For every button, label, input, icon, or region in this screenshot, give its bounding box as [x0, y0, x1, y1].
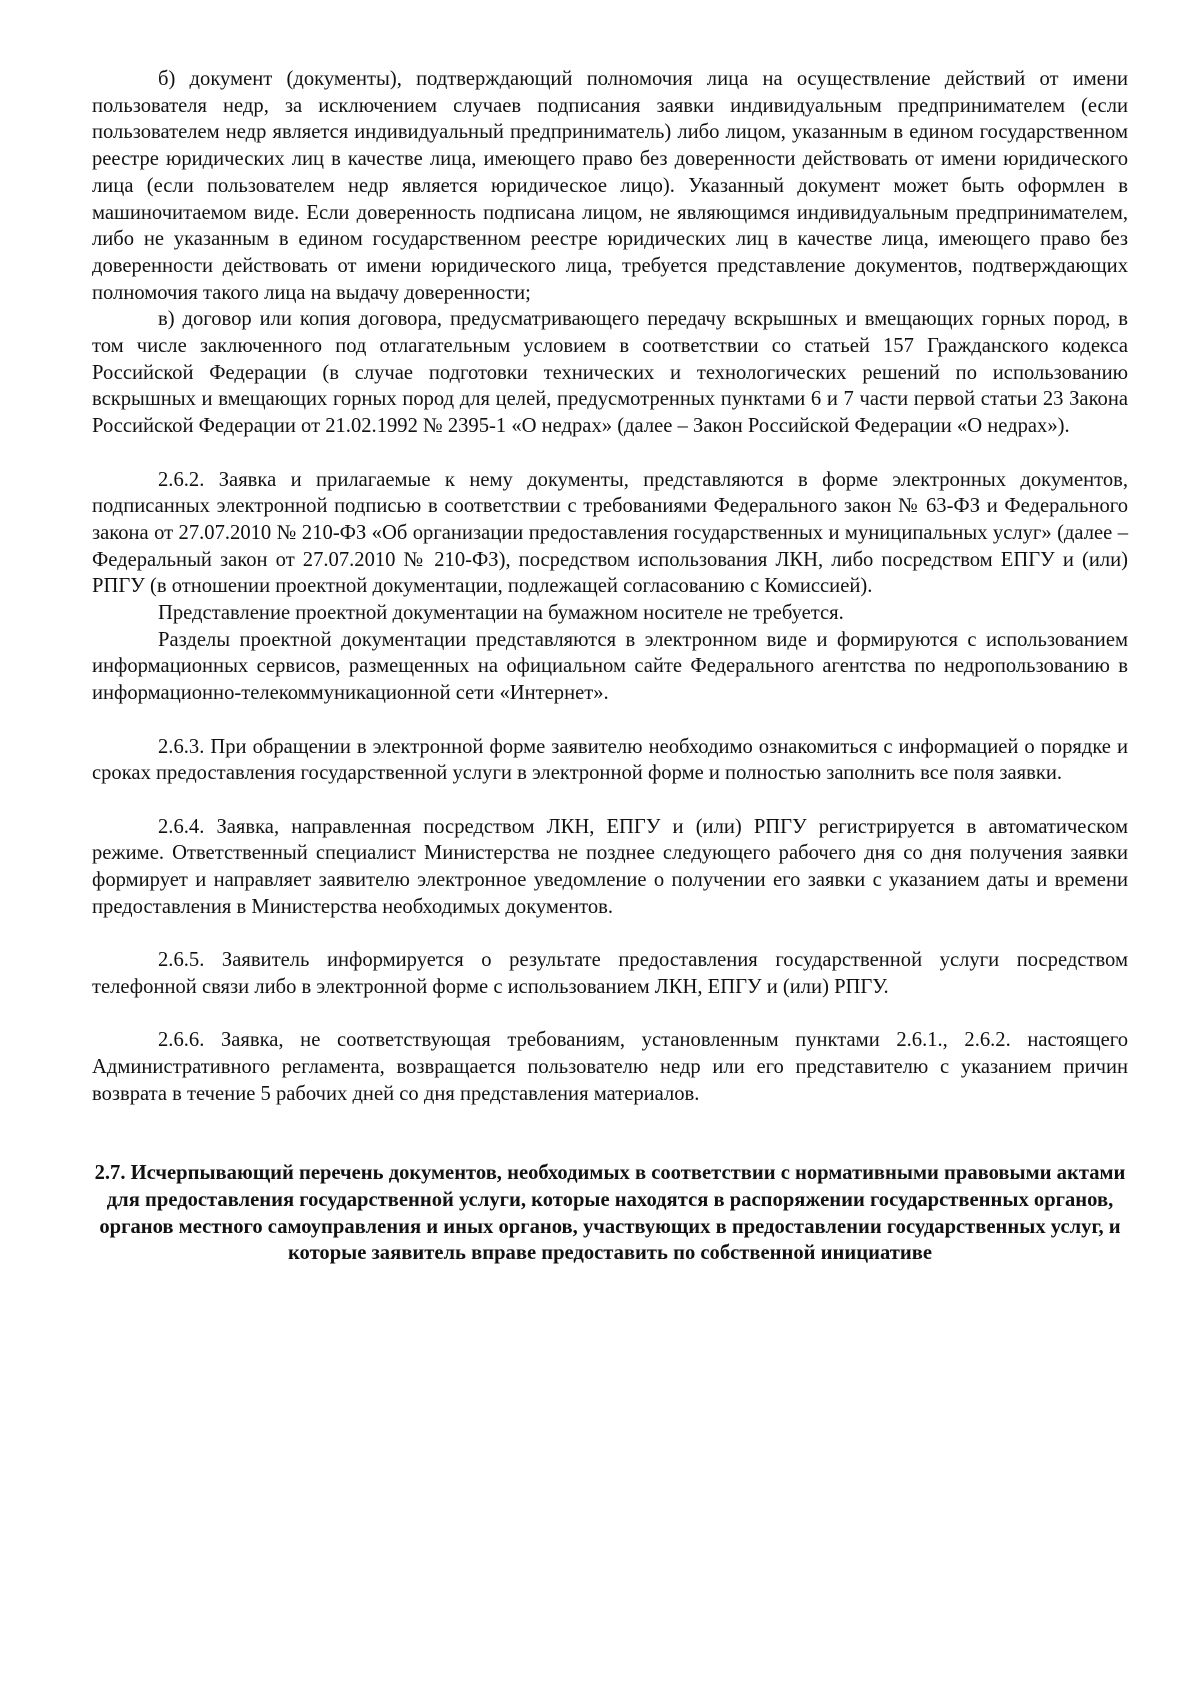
section-heading-2-7: 2.7. Исчерпывающий перечень документов, необходимых в соответствии с нормативными правовыми актами для предоставления государственной услуги, которые находятся в распоряжении государственных органов, органов местного самоуправления и иных органов, участвующих в предоставлении государственных услуг, и которые заявитель вправе предоставить по собственной инициативе — [94, 1162, 1126, 1265]
document-page — [92, 66, 1128, 1267]
paragraph-2-6-2-paper: Представление проектной документации на бумажном носителе не требуется. — [158, 602, 844, 625]
paragraph-2-6-2: 2.6.2. Заявка и прилагаемые к нему документы, представляются в форме электронных документов, подписанных электронной подписью в соответствии с требованиями Федерального закон № 63-ФЗ и Федерального закона от 27.07.2010 № 210-ФЗ «Об организации предоставления государственных и муниципальных услуг» (далее – Федеральный закон от 27.07.2010 № 210-ФЗ), посредством использования ЛКН, либо посредством ЕПГУ и (или) РПГУ (в отношении проектной документации, подлежащей согласованию с Комиссией). — [92, 468, 1128, 598]
paragraph-2-6-4: 2.6.4. Заявка, направленная посредством ЛКН, ЕПГУ и (или) РПГУ регистрируется в автоматическом режиме. Ответственный специалист Министерства не позднее следующего рабочего дня со дня получения заявки формирует и направляет заявителю электронное уведомление о получении его заявки с указанием даты и времени предоставления в Министерства необходимых документов. — [92, 815, 1128, 918]
paragraph-2-6-5: 2.6.5. Заявитель информируется о результате предоставления государственной услуги посредством телефонной связи либо в электронной форме с использованием ЛКН, ЕПГУ и (или) РПГУ. — [92, 949, 1128, 998]
paragraph-b-authority-document: б) документ (документы), подтверждающий полномочия лица на осуществление действий от имени пользователя недр, за исключением случаев подписания заявки индивидуальным предпринимателем (если пользователем недр является индивидуальный предприниматель) либо лицом, указанным в едином государственном реестре юридических лиц в качестве лица, имеющего право без доверенности действовать от имени юридического лица (если пользователем недр является юридическое лицо). Указанный документ может быть оформлен в машиночитаемом виде. Если доверенность подписана лицом, не являющимся индивидуальным предпринимателем, либо не указанным в едином государственном реестре юридических лиц в качестве лица, имеющего право без доверенности действовать от имени юридического лица, требуется представление документов, подтверждающих полномочия такого лица на выдачу доверенности; — [92, 68, 1128, 304]
paragraph-v-contract: в) договор или копия договора, предусматривающего передачу вскрышных и вмещающих горных пород, в том числе заключенного под отлагательным условием в соответствии со статьей 157 Гражданского кодекса Российской Федерации (в случае подготовки технических и технологических решений по использованию вскрышных и вмещающих горных пород для целей, предусмотренных пунктами 6 и 7 части первой статьи 23 Закона Российской Федерации от 21.02.1992 № 2395-1 «О недрах» (далее – Закон Российской Федерации «О недрах»). — [92, 308, 1128, 438]
paragraph-2-6-3: 2.6.3. При обращении в электронной форме заявителю необходимо ознакомиться с информацией о порядке и сроках предоставления государственной услуги в электронной форме и полностью заполнить все поля заявки. — [92, 735, 1128, 785]
paragraph-2-6-6: 2.6.6. Заявка, не соответствующая требованиям, установленным пунктами 2.6.1., 2.6.2. настоящего Административного регламента, возвращается пользователю недр или его представителю с указанием причин возврата в течение 5 рабочих дней со дня представления материалов. — [92, 1029, 1128, 1105]
paragraph-2-6-2-sections: Разделы проектной документации представляются в электронном виде и формируются с использованием информационных сервисов, размещенных на официальном сайте Федерального агентства по недропользованию в информационно-телекоммуникационной сети «Интернет». — [92, 628, 1128, 705]
